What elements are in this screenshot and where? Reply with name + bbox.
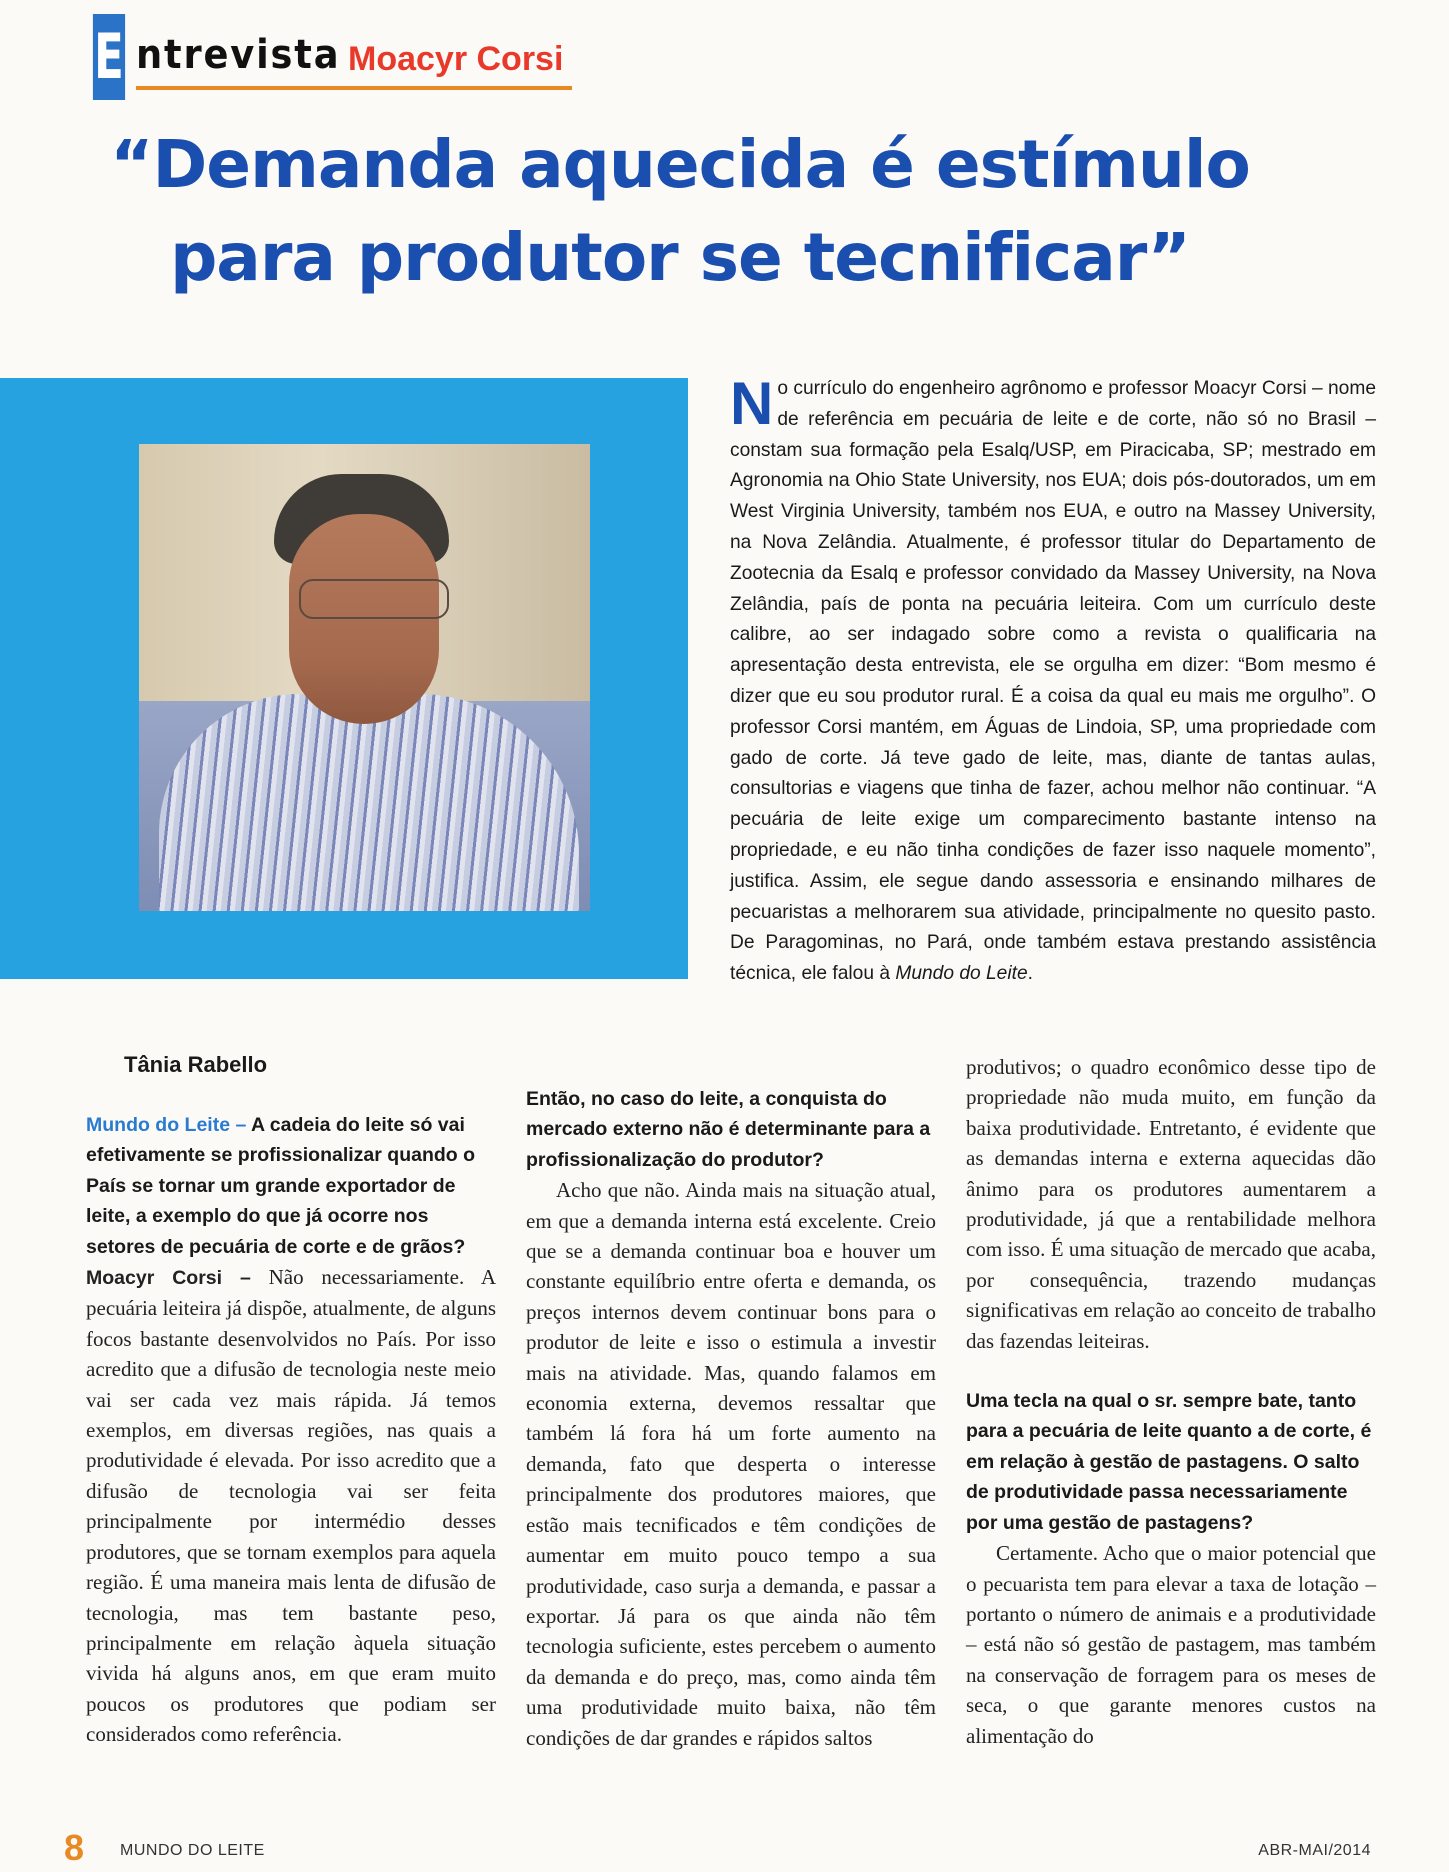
speaker-label: Moacyr Corsi – [86, 1267, 251, 1290]
magazine-name-italic: Mundo do Leite [895, 963, 1028, 985]
column-1 [86, 1110, 496, 1750]
photo-face [289, 514, 439, 724]
section-tag [86, 14, 572, 100]
headline: “Demanda aquecida é estímulo para produtor se tecnificar” [110, 126, 1250, 296]
footer-date: ABR-MAI/2014 [1258, 1842, 1371, 1859]
question-1 [86, 1110, 496, 1262]
photo-glasses [299, 579, 449, 619]
portrait-photo [139, 444, 590, 911]
answer-2-continuation: produtivos; o quadro econômico desse tipo de propriedade não muda muito, em função da baixa produtividade. Entretanto, é evidente que as demandas interna e externa aquecidas dão ânimo para os produtores aumentarem a produtividade, já que a rentabilidade melhora com isso. É uma situação de mercado que acaba, por consequência, trazendo mudanças significativas em relação ao conceito de trabalho das fazendas leiteiras. [966, 1055, 1376, 1353]
intro-text: o currículo do engenheiro agrônomo e professor Moacyr Corsi – nome de referência em pecuária de leite e de corte, não só no Brasil – constam sua formação pela Esalq/USP, em Piracicaba, SP; mestrado em Agronomia na Ohio State University, nos EUA; dois pós-doutorados, um em West Virginia University, também nos EUA, e outro na Massey University, na Nova Zelândia. Atualmente, é professor titular do Departamento de Zootecnia da Esalq e professor convidado da Massey University, na Nova Zelândia, país de ponta na pecuária leiteira. Com um currículo deste calibre, ao ser indagado sobre como a revista o qualificaria na apresentação desta entrevista, ele se orgulha em dizer: “Bom mesmo é dizer que eu sou produtor rural. É a coisa da qual eu mais me orgulho”. O professor Corsi mantém, em Águas de Lindoia, SP, uma propriedade com gado de corte. Já teve gado de leite, mas, diante de tantas aulas, consultorias e viagens que tinha de fazer, achou melhor não continuar. “A pecuária de leite exige um comparecimento bastante intenso na propriedade, e eu não tinha condições de fazer isso naquele momento”, justifica. Assim, ele segue dando assessoria e ensinando milhares de pecuaristas a melhorarem sua atividade, principalmente no quesito pasto. De Paragominas, no Pará, onde também estava prestando assistência técnica, ele falou à [730, 378, 1376, 985]
intro-paragraph [730, 370, 1376, 990]
photo-shirt [159, 694, 579, 911]
section-word: ntrevista [136, 32, 341, 78]
question-text: A cadeia do leite só vai efetivamente se profissionalizar quando o País se tornar um grande exportador de leite, a exemplo do que já ocorre nos setores de pecuária de corte e de grãos? [86, 1114, 476, 1258]
question-3: Uma tecla na qual o sr. sempre bate, tanto para a pecuária de leite quanto a de corte, é em relação à gestão de pastagens. O salto de produtividade passa necessariamente por uma gestão de pastagens? [966, 1390, 1372, 1534]
column-3 [966, 1052, 1376, 1751]
footer-magazine: MUNDO DO LEITE [120, 1842, 265, 1859]
question-2: Então, no caso do leite, a conquista do mercado externo não é determinante para a profissionalização do produtor? [526, 1088, 931, 1171]
page-number: 8 [64, 1827, 85, 1868]
answer-text: Não necessariamente. A pecuária leiteira já dispõe, atualmente, de alguns focos bastante desenvolvidos no País. Por isso acredito que a difusão de tecnologia neste meio vai ser cada vez mais rápida. Já temos exemplos, em diversas regiões, nas quais a produtividade é elevada. Por isso acredito que a difusão de tecnologia vai ser feita principalmente por intermédio desses produtores, que se tornam exemplos para aquela região. É uma maneira mais lenta de difusão de tecnologia, mas tem bastante peso, principalmente em relação àquela situação vivida há alguns anos, em que eram muito poucos os produtores que podiam ser considerados como referência. [86, 1265, 496, 1747]
question-lead: Mundo do Leite – [86, 1114, 247, 1136]
answer-2: Acho que não. Ainda mais na situação atual, em que a demanda interna está excelente. Creio que se a demanda continuar boa e houver um constante equilíbrio entre oferta e demanda, os preços internos devem continuar bons para o produtor de leite e isso o estimula a investir mais na atividade. Mas, quando falamos em economia externa, devemos ressaltar que também lá fora há um forte aumento na demanda, fato que desperta o interesse principalmente dos produtores maiores, que estão mais tecnificados e têm condições de aumentar em muito pouco tempo a sua produtividade, caso surja a demanda, e passar a exportar. Já para os que ainda não têm tecnologia suficiente, estes percebem o aumento da demanda e do preço, mas, como ainda têm uma produtividade muito baixa, não têm condições de dar grandes e rápidos saltos [526, 1178, 936, 1750]
answer-1 [86, 1262, 496, 1750]
answer-3: Certamente. Acho que o maior potencial que o pecuarista tem para elevar a taxa de lotação – portanto o número de animais e a produtividade – está não só gestão de pastagem, mas também na conservação de forragem para os meses de seca, o que garante menores custos na alimentação do [966, 1541, 1376, 1748]
section-underline [136, 86, 572, 90]
section-initial: E [93, 14, 125, 100]
photo-frame [0, 378, 688, 979]
author-byline: Tânia Rabello [124, 1052, 268, 1077]
column-2 [526, 1084, 936, 1753]
dropcap: N [730, 370, 774, 437]
interviewee-name: Moacyr Corsi [348, 40, 564, 78]
intro-text-end: . [1027, 963, 1033, 985]
